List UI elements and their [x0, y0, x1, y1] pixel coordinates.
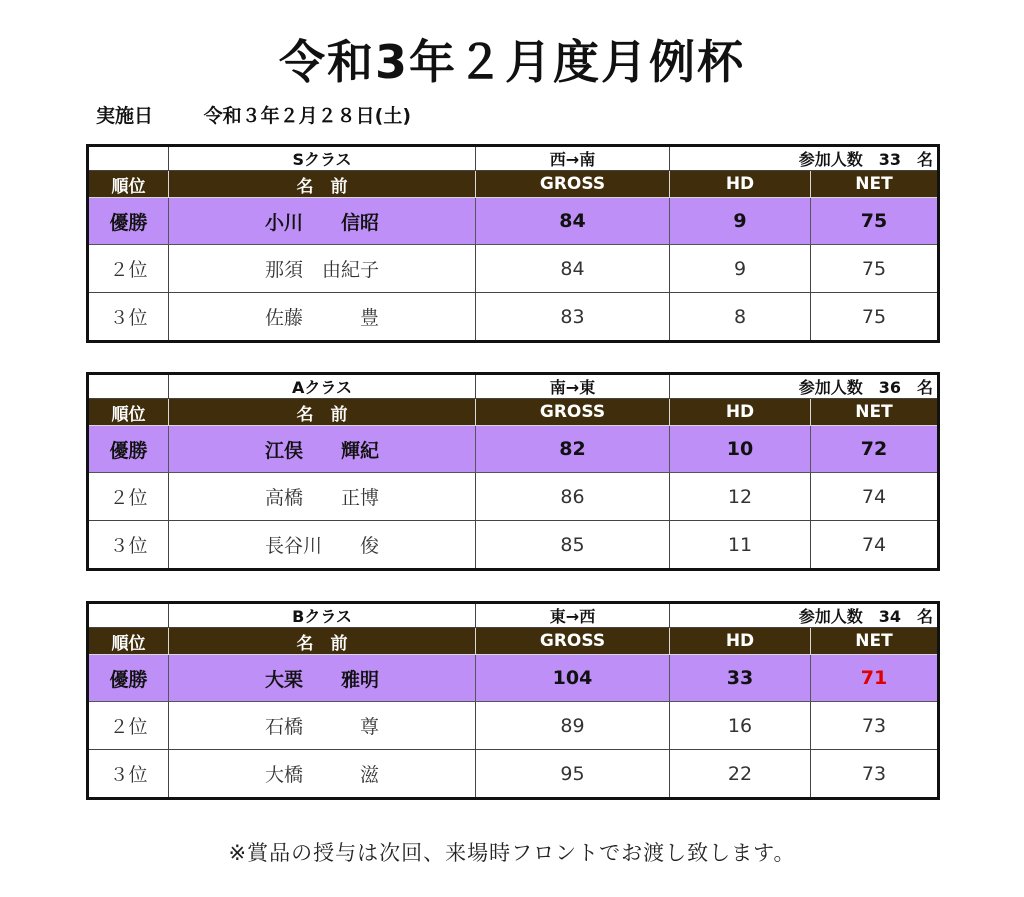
- net-score: 74: [811, 473, 939, 521]
- gross-header: GROSS: [476, 171, 670, 198]
- rank-cell: ３位: [88, 750, 169, 799]
- participant-count: 参加人数 36 名: [670, 374, 939, 399]
- course-direction: 東→西: [476, 603, 670, 628]
- date-label: 実施日: [96, 105, 154, 127]
- class-info-row: [88, 374, 939, 399]
- results-table-s-class: [86, 144, 940, 343]
- net-score: 73: [811, 702, 939, 750]
- blank-cell: [88, 603, 169, 628]
- rank-cell: ３位: [88, 293, 169, 342]
- hd-header: HD: [670, 628, 811, 655]
- table-row: [88, 473, 939, 521]
- winner-row: [88, 655, 939, 702]
- course-direction: 南→東: [476, 374, 670, 399]
- date-value: 令和３年２月２８日(土): [203, 105, 412, 127]
- player-name: 大橋 滋: [169, 750, 476, 799]
- gross-score: 83: [476, 293, 670, 342]
- player-name: 高橋 正博: [169, 473, 476, 521]
- results-table-b-class: [86, 601, 940, 800]
- handicap: 10: [670, 426, 811, 473]
- gross-score: 84: [476, 198, 670, 245]
- hd-header: HD: [670, 399, 811, 426]
- player-name: 佐藤 豊: [169, 293, 476, 342]
- net-score-best: 71: [811, 655, 939, 702]
- name-header: 名 前: [169, 399, 476, 426]
- net-score: 74: [811, 521, 939, 570]
- winner-row: [88, 426, 939, 473]
- table-row: [88, 750, 939, 799]
- table-row: [88, 702, 939, 750]
- gross-header: GROSS: [476, 628, 670, 655]
- handicap: 8: [670, 293, 811, 342]
- player-name: 長谷川 俊: [169, 521, 476, 570]
- gross-score: 84: [476, 245, 670, 293]
- gross-score: 104: [476, 655, 670, 702]
- prize-note: ※賞品の授与は次回、来場時フロントでお渡し致します。: [228, 841, 796, 865]
- gross-score: 89: [476, 702, 670, 750]
- player-name: 大栗 雅明: [169, 655, 476, 702]
- handicap: 9: [670, 245, 811, 293]
- gross-score: 86: [476, 473, 670, 521]
- column-header-row: [88, 171, 939, 198]
- net-score: 72: [811, 426, 939, 473]
- handicap: 33: [670, 655, 811, 702]
- rank-header: 順位: [88, 399, 169, 426]
- handicap: 22: [670, 750, 811, 799]
- net-header: NET: [811, 171, 939, 198]
- blank-cell: [88, 146, 169, 171]
- rank-header: 順位: [88, 628, 169, 655]
- name-header: 名 前: [169, 171, 476, 198]
- handicap: 9: [670, 198, 811, 245]
- rank-cell: ２位: [88, 245, 169, 293]
- net-header: NET: [811, 399, 939, 426]
- rank-cell: 優勝: [88, 426, 169, 473]
- table-row: [88, 521, 939, 570]
- rank-cell: ２位: [88, 473, 169, 521]
- gross-score: 82: [476, 426, 670, 473]
- net-score: 75: [811, 198, 939, 245]
- player-name: 石橋 尊: [169, 702, 476, 750]
- event-date: [96, 101, 411, 128]
- handicap: 11: [670, 521, 811, 570]
- course-direction: 西→南: [476, 146, 670, 171]
- participant-count: 参加人数 33 名: [670, 146, 939, 171]
- player-name: 那須 由紀子: [169, 245, 476, 293]
- class-info-row: [88, 603, 939, 628]
- table-row: [88, 293, 939, 342]
- name-header: 名 前: [169, 628, 476, 655]
- blank-cell: [88, 374, 169, 399]
- column-header-row: [88, 628, 939, 655]
- participant-count: 参加人数 34 名: [670, 603, 939, 628]
- net-score: 75: [811, 245, 939, 293]
- class-info-row: [88, 146, 939, 171]
- table-row: [88, 245, 939, 293]
- net-header: NET: [811, 628, 939, 655]
- class-name: Bクラス: [169, 603, 476, 628]
- net-score: 75: [811, 293, 939, 342]
- rank-cell: ３位: [88, 521, 169, 570]
- rank-cell: 優勝: [88, 198, 169, 245]
- player-name: 小川 信昭: [169, 198, 476, 245]
- gross-score: 95: [476, 750, 670, 799]
- handicap: 16: [670, 702, 811, 750]
- rank-cell: 優勝: [88, 655, 169, 702]
- class-name: Aクラス: [169, 374, 476, 399]
- handicap: 12: [670, 473, 811, 521]
- rank-cell: ２位: [88, 702, 169, 750]
- hd-header: HD: [670, 171, 811, 198]
- rank-header: 順位: [88, 171, 169, 198]
- page-title: 令和3年２月度月例杯: [278, 35, 745, 89]
- gross-header: GROSS: [476, 399, 670, 426]
- class-name: Sクラス: [169, 146, 476, 171]
- winner-row: [88, 198, 939, 245]
- column-header-row: [88, 399, 939, 426]
- net-score: 73: [811, 750, 939, 799]
- results-table-a-class: [86, 372, 940, 571]
- player-name: 江俣 輝紀: [169, 426, 476, 473]
- gross-score: 85: [476, 521, 670, 570]
